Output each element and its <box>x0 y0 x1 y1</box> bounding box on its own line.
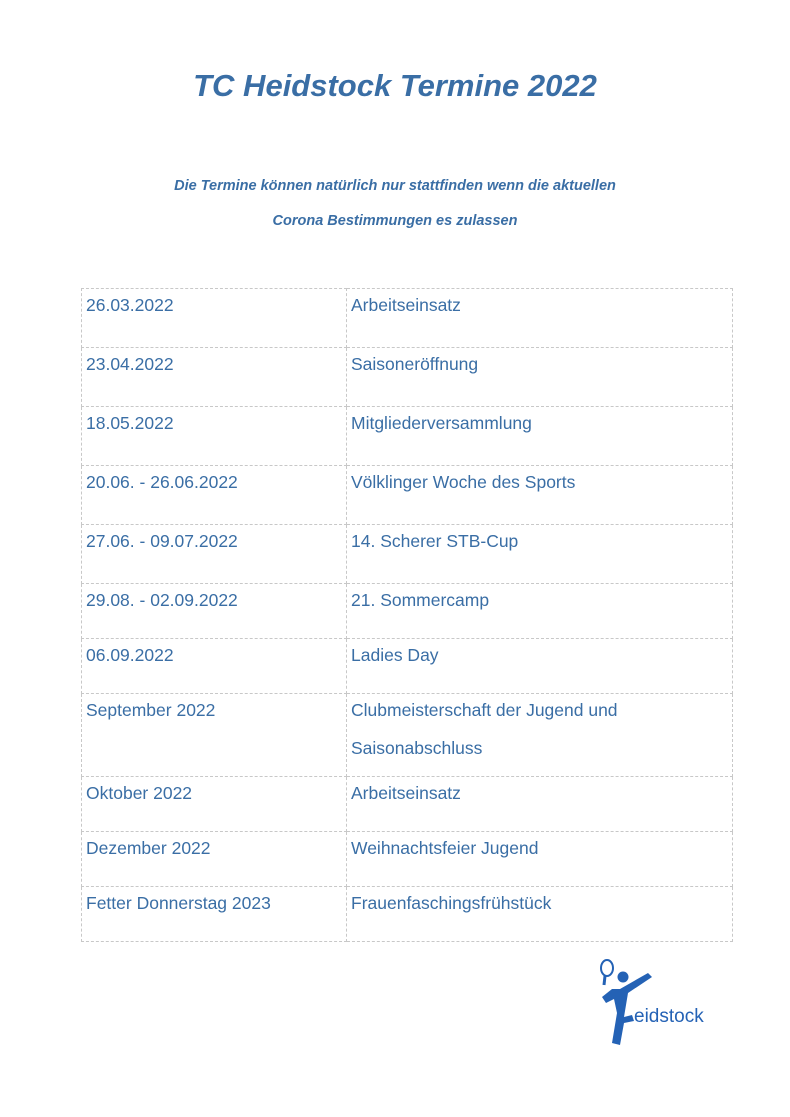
event-date: 27.06. - 09.07.2022 <box>82 525 347 584</box>
event-name: Clubmeisterschaft der Jugend und Saisonabschluss <box>347 694 733 777</box>
event-date: 18.05.2022 <box>82 407 347 466</box>
event-name: Saisoneröffnung <box>347 348 733 407</box>
table-row <box>82 525 733 584</box>
event-name: Mitgliederversammlung <box>347 407 733 466</box>
table-row <box>82 777 733 832</box>
tennis-player-h-logo-icon <box>590 955 725 1050</box>
notice-line-1: Die Termine können natürlich nur stattfinden wenn die aktuellen <box>174 178 616 194</box>
event-date: Oktober 2022 <box>82 777 347 832</box>
table-row <box>82 348 733 407</box>
table-row <box>82 694 733 777</box>
event-date: 20.06. - 26.06.2022 <box>82 466 347 525</box>
event-date: 06.09.2022 <box>82 639 347 694</box>
event-name-line-2: Saisonabschluss <box>351 738 483 758</box>
table-row <box>82 289 733 348</box>
events-table <box>81 288 733 942</box>
logo-text: eidstock <box>634 1006 704 1027</box>
event-date: 29.08. - 02.09.2022 <box>82 584 347 639</box>
event-name: 14. Scherer STB-Cup <box>347 525 733 584</box>
event-date: 26.03.2022 <box>82 289 347 348</box>
event-date: Fetter Donnerstag 2023 <box>82 887 347 942</box>
event-name: Ladies Day <box>347 639 733 694</box>
event-date: 23.04.2022 <box>82 348 347 407</box>
event-date: Dezember 2022 <box>82 832 347 887</box>
table-row <box>82 887 733 942</box>
event-name: 21. Sommercamp <box>347 584 733 639</box>
page-title: TC Heidstock Termine 2022 <box>193 68 597 103</box>
table-row <box>82 407 733 466</box>
event-name: Arbeitseinsatz <box>347 289 733 348</box>
event-name: Frauenfaschingsfrühstück <box>347 887 733 942</box>
event-name: Völklinger Woche des Sports <box>347 466 733 525</box>
event-name: Arbeitseinsatz <box>347 777 733 832</box>
notice-line-2: Corona Bestimmungen es zulassen <box>272 213 518 229</box>
event-name: Weihnachtsfeier Jugend <box>347 832 733 887</box>
table-row <box>82 639 733 694</box>
table-row <box>82 832 733 887</box>
table-row <box>82 584 733 639</box>
table-row <box>82 466 733 525</box>
event-date: September 2022 <box>82 694 347 777</box>
